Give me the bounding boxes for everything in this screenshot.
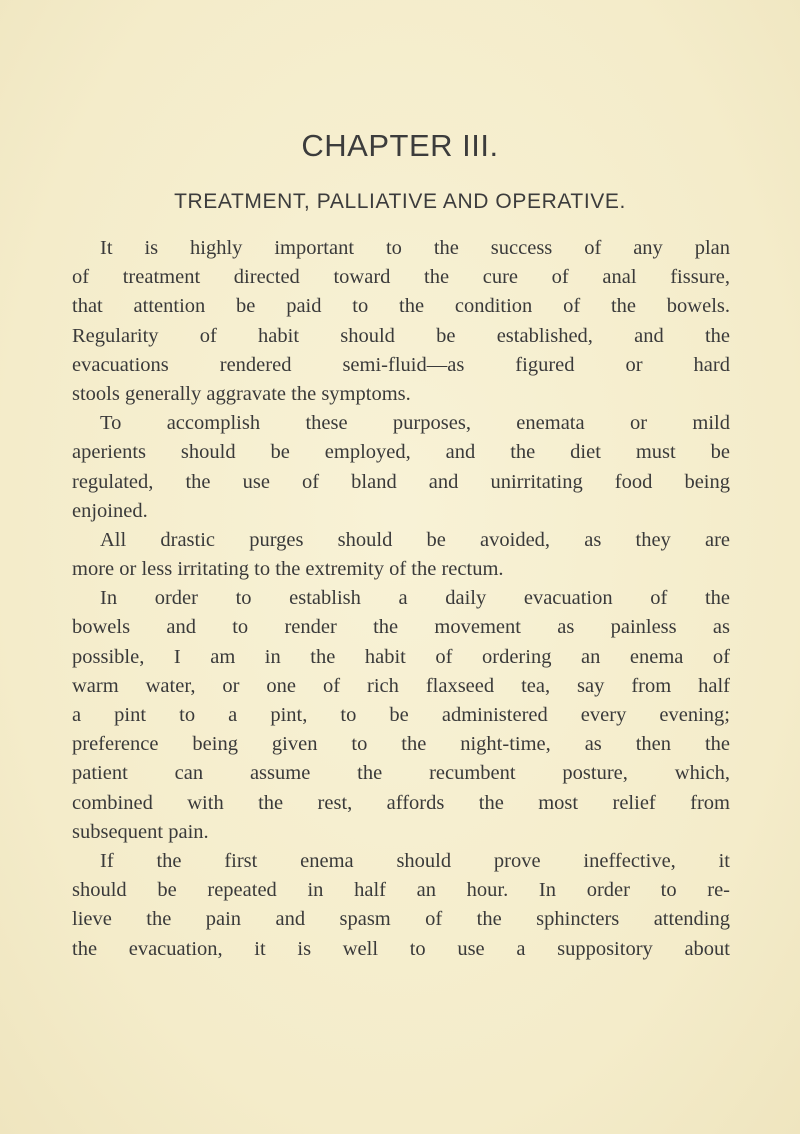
chapter-heading: CHAPTER III.: [301, 128, 499, 163]
text-line: aperients should be employed, and the diet must be: [72, 441, 730, 464]
body-text: [72, 234, 730, 964]
text-line: a pint to a pint, to be administered every evening;: [72, 704, 730, 726]
text-line: that attention be paid to the condition of the bowels.: [72, 295, 730, 318]
text-line: In order to establish a daily evacuation of the: [100, 587, 730, 610]
text-line: All drastic purges should be avoided, as they are: [100, 528, 730, 551]
text-line: possible, I am in the habit of ordering an enema of: [72, 645, 730, 668]
text-line: evacuations rendered semi-fluid—as figured or hard: [72, 353, 730, 376]
text-line: the evacuation, it is well to use a suppository about: [72, 937, 730, 960]
text-line: should be repeated in half an hour. In order to re-: [72, 879, 730, 902]
text-line: lieve the pain and spasm of the sphincters attending: [72, 908, 730, 931]
text-line: Regularity of habit should be established, and the: [72, 324, 730, 347]
text-line: subsequent pain.: [72, 820, 209, 843]
text-line: To accomplish these purposes, enemata or mild: [100, 412, 730, 435]
text-line: It is highly important to the success of any plan: [100, 237, 730, 259]
text-line: combined with the rest, affords the most relief from: [72, 791, 730, 814]
text-line: If the first enema should prove ineffective, it: [100, 849, 730, 872]
text-line: patient can assume the recumbent posture, which,: [72, 762, 730, 785]
text-line: stools generally aggravate the symptoms.: [72, 382, 411, 405]
text-line: regulated, the use of bland and unirritating food being: [72, 470, 730, 493]
section-heading: TREATMENT, PALLIATIVE AND OPERATIVE.: [174, 190, 626, 213]
text-line: more or less irritating to the extremity of the rectum.: [72, 558, 504, 581]
text-line: bowels and to render the movement as painless as: [72, 616, 730, 639]
text-line: enjoined.: [72, 499, 148, 522]
text-line: warm water, or one of rich flaxseed tea, say from half: [72, 674, 730, 697]
text-line: preference being given to the night-time, as then the: [72, 733, 730, 756]
text-line: of treatment directed toward the cure of anal fissure,: [72, 266, 730, 289]
